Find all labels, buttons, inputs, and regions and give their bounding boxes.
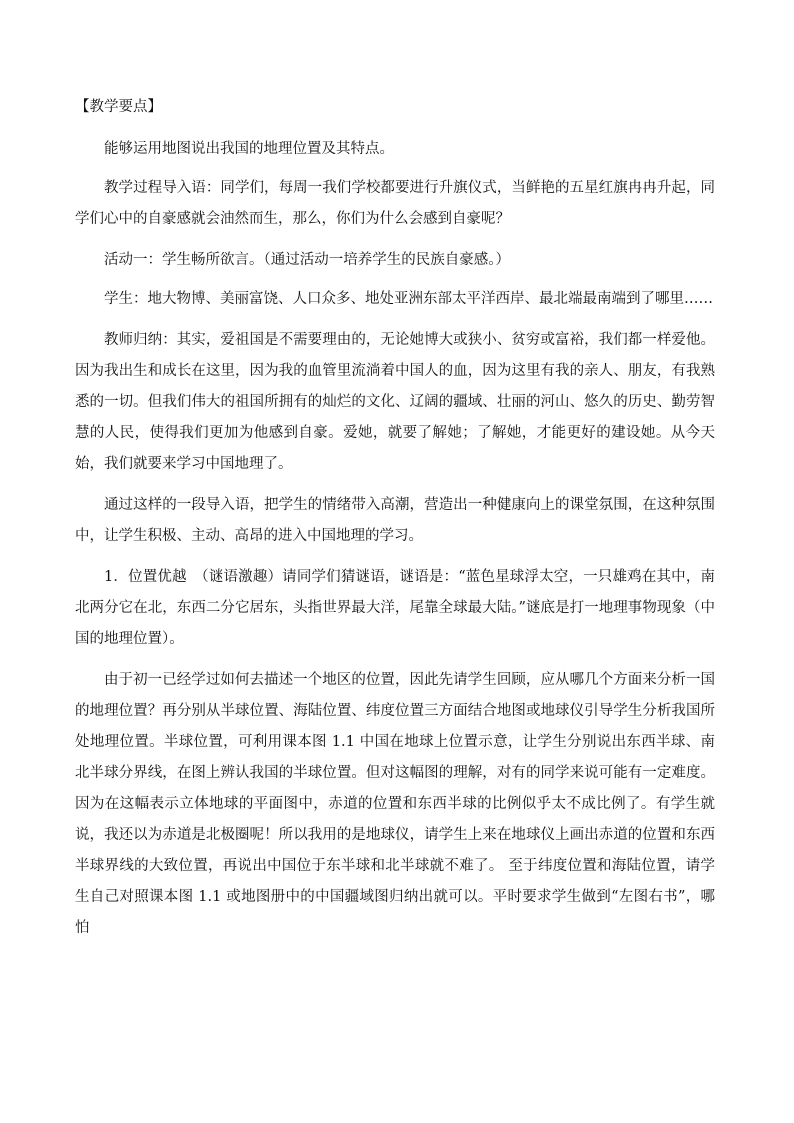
paragraph-teacher-summary: 教师归纳：其实，爱祖国是不需要理由的，无论她博大或狭小、贫穷或富裕，我们都一样爱他。因为我出生和成长在这里，因为我的血管里流淌着中国人的血，因为这里有我的亲人、朋友，有我熟悉的一切。但我们伟大的祖国所拥有的灿烂的文化、辽阔的疆域、壮丽的河山、悠久的历史、勤劳智慧的人民，使得我们更加为他感到自豪。爱她，就要了解她；了解她，才能更好的建设她。从今天始，我们就要来学习中国地理了。 [75,332,715,472]
section-heading: 【教学要点】 [75,99,162,115]
paragraph-students: 学生：地大物博、美丽富饶、人口众多、地处亚洲东部太平洋西岸、最北端最南端到了哪里…… [104,291,713,307]
paragraph-position-analysis: 由于初一已经学过如何去描述一个地区的位置，因此先请学生回顾，应从哪几个方面来分析一国的地理位置？再分别从半球位置、海陆位置、纬度位置三方面结合地图或地球仪引导学生分析我国所处地理位置。半球位置，可利用课本图 1.1 中国在地球上位置示意，让学生分别说出东西半球、南北半球分界线，在图上辨认我国的半球位置。但对这幅图的理解，对有的同学来说可能有一定难度。因为在这幅表示立体地球的平面图中，赤道的位置和东西半球的比例似乎太不成比例了。有学生就说，我还以为赤道是北极圈呢！所以我用的是地球仪，请学生上来在地球仪上画出赤道的位置和东西半球界线的大致位置，再说出中国位于东半球和北半球就不难了。 至于纬度位置和海陆位置，请学生自己对照课本图 1.1 或地图册中的中国疆域图归纳出就可以。平时要求学生做到“左图右书”，哪怕 [75,672,715,936]
paragraph-effect: 通过这样的一段导入语，把学生的情绪带入高潮，营造出一种健康向上的课堂氛围，在这种氛围中，让学生积极、主动、高昂的进入中国地理的学习。 [75,497,715,544]
paragraph-riddle: 1．位置优越 （谜语激趣）请同学们猜谜语，谜语是：“蓝色星球浮太空，一只雄鸡在其中，南北两分它在北，东西二分它居东，头指世界最大洋，尾靠全球最大陆。”谜底是打一地理事物现象（中国的地理位置）。 [75,569,715,647]
paragraph-activity-one: 活动一：学生畅所欲言。（通过活动一培养学生的民族自豪感。） [104,252,510,268]
paragraph-key-point: 能够运用地图说出我国的地理位置及其特点。 [104,141,394,157]
paragraph-intro: 教学过程导入语：同学们，每周一我们学校都要进行升旗仪式，当鲜艳的五星红旗冉冉升起，同学们心中的自豪感就会油然而生，那么，你们为什么会感到自豪呢？ [75,180,715,227]
document-page [75,96,715,954]
